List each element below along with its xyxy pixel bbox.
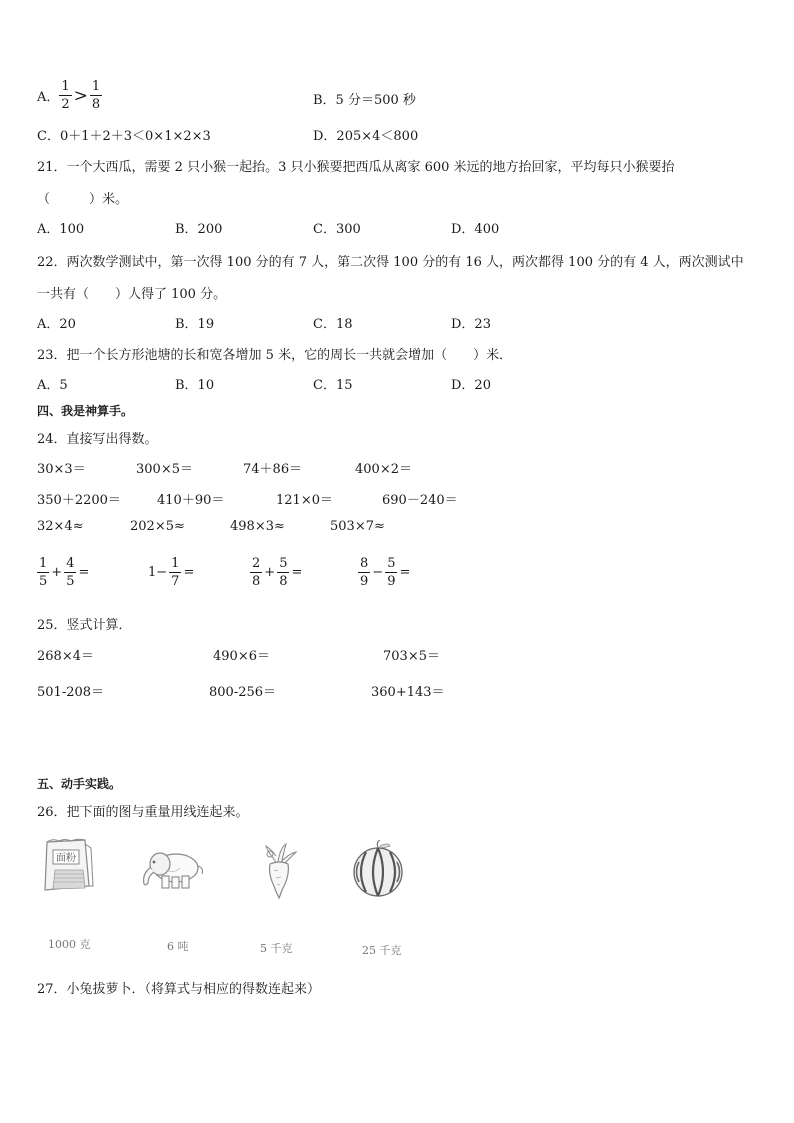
q24-item: 690－240＝ [382, 493, 458, 508]
q25-item: 360+143＝ [371, 685, 445, 700]
fraction: $\frac{8}{9}$ [360, 556, 369, 589]
q21-option-b: B．200 [175, 222, 223, 237]
q25-item: 501-208＝ [37, 685, 105, 700]
q24-item: 503×7≈ [330, 519, 385, 534]
fraction: $\frac{5}{9}$ [387, 556, 396, 589]
q21-option-d: D．400 [451, 222, 500, 237]
fraction: $\frac{1}{2}$ [61, 79, 70, 112]
q22-option-a: A．20 [37, 317, 76, 332]
weight-label: 6 吨 [167, 940, 189, 953]
q24-item: 32×4≈ [37, 519, 84, 534]
q25-item: 490×6＝ [213, 649, 270, 664]
q20-option-b: B．5 分＝500 秒 [313, 93, 416, 108]
q24-item: 400×2＝ [355, 462, 412, 477]
q23-option-a: A．5 [37, 378, 68, 393]
section-5-heading: 五、动手实践。 [37, 777, 122, 791]
q24-fraction-item: $\frac{8}{9}$ − $\frac{5}{9}$ = [360, 556, 411, 589]
q22-stem-line1: 22．两次数学测试中，第一次得 100 分的有 7 人，第二次得 100 分的有 16 人，两次都得 100 分的有 4 人，两次测试中 [37, 255, 744, 270]
fraction: $\frac{4}{5}$ [66, 556, 75, 589]
q24-fraction-item: $\frac{2}{8}$ + $\frac{5}{8}$ = [252, 556, 303, 589]
watermelon-picture [350, 840, 406, 898]
flour-bag-label: 面粉 [56, 853, 76, 864]
q24-item: 121×0＝ [276, 493, 333, 508]
q22-stem-line2: 一共有（ ）人得了 100 分。 [37, 287, 227, 302]
weight-label: 1000 克 [48, 938, 91, 951]
q22-option-c: C．18 [313, 317, 353, 332]
q21-stem-line1: 21．一个大西瓜，需要 2 只小猴一起抬。3 只小猴要把西瓜从离家 600 米远的地方抬回家，平均每只小猴要抬 [37, 160, 675, 175]
q24-item: 202×5≈ [130, 519, 185, 534]
q24-item: 498×3≈ [230, 519, 285, 534]
greater-than-sign: > [73, 85, 88, 106]
q24-title: 24．直接写出得数。 [37, 432, 158, 447]
q24-item: 410＋90＝ [157, 493, 225, 508]
q23-option-d: D．20 [451, 378, 491, 393]
q21-option-c: C．300 [313, 222, 361, 237]
weight-label: 5 千克 [260, 942, 293, 955]
q20-option-d: D．205×4＜800 [313, 129, 419, 144]
q25-item: 703×5＝ [383, 649, 440, 664]
q27-title: 27．小兔拔萝卜．（将算式与相应的得数连起来） [37, 982, 321, 997]
q20-option-a [37, 80, 102, 111]
q25-item: 268×4＝ [37, 649, 94, 664]
flour-bag-picture [39, 836, 95, 894]
q24-item: 350＋2200＝ [37, 493, 121, 508]
elephant-picture [136, 846, 206, 896]
q23-option-c: C．15 [313, 378, 353, 393]
q23-option-b: B．10 [175, 378, 215, 393]
q24-item: 300×5＝ [136, 462, 193, 477]
radish-picture [256, 842, 302, 900]
q20-option-c: C．0＋1＋2＋3＜0×1×2×3 [37, 129, 211, 144]
q25-title: 25．竖式计算． [37, 618, 132, 633]
q21-option-a: A．100 [37, 222, 85, 237]
q21-stem-line2: （ ）米。 [37, 192, 129, 207]
section-4-heading: 四、我是神算手。 [37, 404, 134, 418]
q25-item: 800-256＝ [209, 685, 277, 700]
fraction: $\frac{1}{8}$ [91, 79, 101, 112]
q24-fraction-item: 1− $\frac{1}{7}$ = [148, 556, 195, 589]
fraction: $\frac{2}{8}$ [252, 556, 261, 589]
q24-item: 74＋86＝ [243, 462, 303, 477]
fraction: $\frac{5}{8}$ [279, 556, 288, 589]
weight-label: 25 千克 [362, 944, 402, 957]
q24-item: 30×3＝ [37, 462, 86, 477]
q20-option-a-label: A． [37, 90, 60, 105]
q24-fraction-item: $\frac{1}{5}$ + $\frac{4}{5}$ = [39, 556, 90, 589]
q26-title: 26．把下面的图与重量用线连起来。 [37, 805, 249, 820]
fraction: $\frac{1}{7}$ [171, 556, 180, 589]
q23-stem: 23．把一个长方形池塘的长和宽各增加 5 米，它的周长一共就会增加（ ）米． [37, 348, 513, 363]
fraction: $\frac{1}{5}$ [39, 556, 48, 589]
q22-option-d: D．23 [451, 317, 491, 332]
q22-option-b: B．19 [175, 317, 215, 332]
